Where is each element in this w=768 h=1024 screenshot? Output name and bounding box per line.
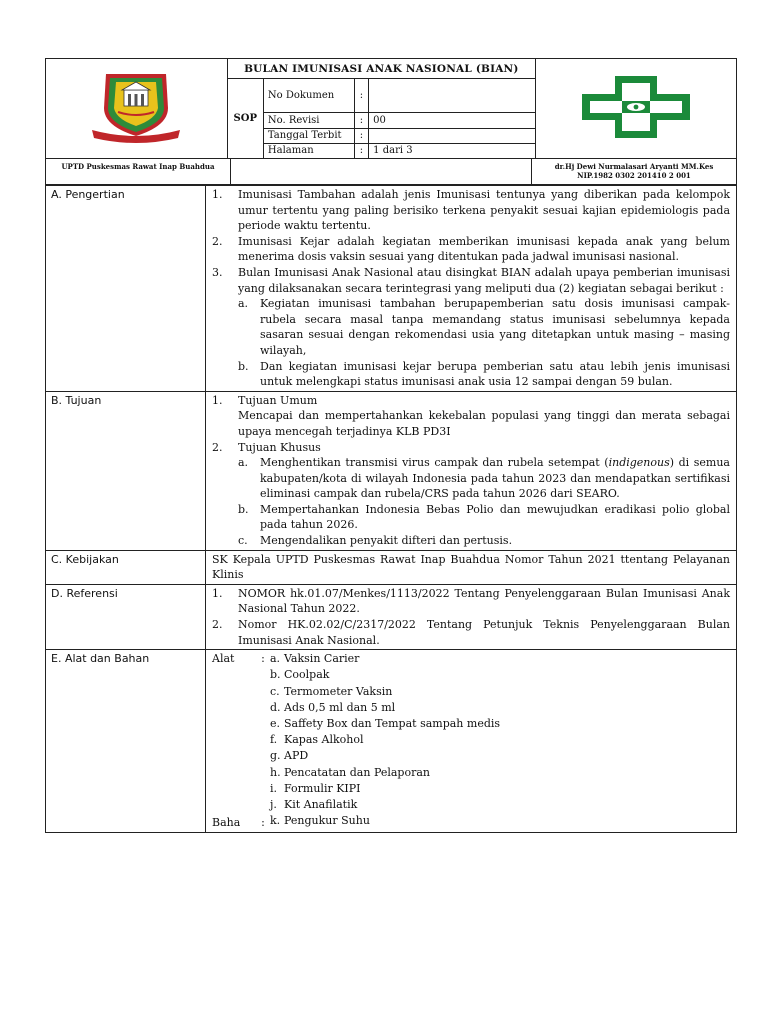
section-referensi: [46, 584, 737, 649]
tool-name: Vaksin Carier: [284, 652, 360, 666]
sub-item-text: Mengendalikan penyakit difteri dan pertusis.: [260, 534, 513, 548]
tool-letter: e.: [270, 717, 281, 731]
sub-list-item: [238, 296, 730, 358]
meta-label-no-revisi: No. Revisi: [263, 113, 354, 128]
tool-letter: d.: [270, 700, 281, 714]
item-number: 2.: [212, 440, 223, 454]
tool-letter: h.: [270, 765, 281, 779]
tool-name: Formulir KIPI: [284, 781, 361, 795]
document-title: BULAN IMUNISASI ANAK NASIONAL (BIAN): [227, 59, 535, 79]
list-item: [212, 265, 730, 296]
meta-value-tanggal-terbit: [369, 128, 536, 143]
sub-item-text: [260, 455, 730, 502]
tool-name: Ads 0,5 ml dan 5 ml: [284, 700, 396, 714]
meta-value-no-dokumen: [369, 79, 536, 113]
sub-item-letter: a.: [238, 456, 249, 470]
sop-label: SOP: [227, 79, 263, 159]
signer-name: dr.Hj Dewi Nurmalasari Aryanti MM.Kes: [554, 162, 714, 171]
list-item: [212, 617, 730, 648]
item-number: 2.: [212, 618, 223, 632]
item-body: Mencapai dan mempertahankan kekebalan populasi yang tinggi dan merata sebagai upaya mencegah terjadinya KLB PD3I: [238, 409, 730, 438]
sub-item-text: Mempertahankan Indonesia Bebas Polio dan mewujudkan eradikasi polio global pada tahun 2026.: [260, 502, 730, 532]
bahan-label: Baha: [212, 816, 241, 830]
section-content: [206, 391, 737, 550]
list-item: [212, 440, 730, 456]
section-label: D. Referensi: [46, 584, 206, 649]
sub-item-letter: b.: [238, 502, 249, 516]
meta-colon: :: [354, 143, 368, 158]
section-kebijakan: [46, 550, 737, 584]
sub-item-letter: a.: [238, 297, 249, 311]
signer-block: [531, 159, 736, 184]
alat-colon: :: [261, 652, 265, 666]
item-text: Imunisasi Tambahan adalah jenis Imunisasi tentunya yang diberikan pada kelompok umur tertentu yang paling berisiko terkena penyakit sesuai kajian epidemiologis pada periode waktu tertentu.: [238, 188, 730, 233]
sub-list-item: [238, 359, 730, 390]
organization-name: UPTD Puskesmas Rawat Inap Buahdua: [46, 159, 231, 184]
regency-emblem-icon: [84, 68, 188, 146]
sub-item-letter: b.: [238, 359, 249, 373]
sop-body-table: [45, 185, 737, 833]
puskesmas-logo-cell: [536, 59, 737, 159]
tool-letter: c.: [270, 684, 280, 698]
tool-letter: b.: [270, 668, 281, 682]
meta-label-tanggal-terbit: Tanggal Terbit: [263, 128, 354, 143]
sub-item-text: Dan kegiatan imunisasi kejar berupa pemberian satu atau lebih jenis imunisasi untuk melengkapi status imunisasi anak usia 12 sampai dengan 59 bulan.: [260, 359, 730, 389]
section-alat-bahan: [46, 650, 737, 833]
italic-term: indigenous: [608, 456, 670, 470]
list-item: [212, 187, 730, 234]
list-item: [212, 586, 730, 617]
health-cross-icon: [580, 74, 692, 140]
signer-nip: NIP.1982 0302 201410 2 001: [577, 171, 691, 180]
sub-list: [238, 296, 730, 390]
item-number: 1.: [212, 188, 223, 201]
tool-name: Coolpak: [284, 668, 330, 682]
tool-letter: k.: [270, 814, 281, 828]
tool-name: Kapas Alkohol: [284, 733, 364, 747]
bahan-colon: :: [261, 816, 265, 830]
item-number: 2.: [212, 234, 223, 248]
item-number: 3.: [212, 265, 223, 279]
item-text: NOMOR hk.01.07/Menkes/1113/2022 Tentang Penyelenggaraan Bulan Imunisasi Anak Nasional Tahun 2022.: [238, 586, 730, 616]
section-content: [206, 650, 737, 833]
tools-list: [212, 651, 730, 831]
text-run: Menghentikan transmisi virus campak dan rubela setempat (: [260, 456, 609, 470]
sub-list: [238, 455, 730, 549]
section-content: [206, 186, 737, 392]
section-content: SK Kepala UPTD Puskesmas Rawat Inap Buahdua Nomor Tahun 2021 ttentang Pelayanan Klinis: [206, 550, 737, 584]
list-item: [212, 393, 730, 409]
tool-name: Termometer Vaksin: [284, 684, 393, 698]
meta-colon: :: [354, 128, 368, 143]
sub-list-item: [238, 455, 730, 502]
tool-name: Pencatatan dan Pelaporan: [284, 765, 430, 779]
sub-list-item: [238, 502, 730, 533]
item-text: Imunisasi Kejar adalah kegiatan memberikan imunisasi kepada anak yang belum menerima dosis vaksin sesuai yang ditentukan pada jadwal imunisasi nasional.: [238, 234, 730, 264]
sub-list-item: [238, 533, 730, 549]
tool-letter: a.: [270, 652, 281, 666]
meta-value-no-revisi: 00: [369, 113, 536, 128]
logo-motto: insun medal: [148, 184, 193, 193]
section-content: [206, 584, 737, 649]
tool-name: Kit Anafilatik: [284, 798, 358, 812]
item-title: Tujuan Umum: [238, 393, 318, 407]
header-signature-row: [45, 159, 737, 185]
sub-item-letter: c.: [238, 534, 248, 548]
section-label: E. Alat dan Bahan: [46, 650, 206, 833]
tool-letter: f.: [270, 733, 278, 747]
item-title: Tujuan Khusus: [238, 440, 321, 454]
meta-label-no-dokumen: No Dokumen: [263, 79, 354, 113]
meta-value-halaman: 1 dari 3: [369, 143, 536, 158]
tool-letter: i.: [270, 781, 278, 795]
meta-colon: :: [354, 113, 368, 128]
item-number: 1.: [212, 393, 223, 407]
item-text: Bulan Imunisasi Anak Nasional atau disingkat BIAN adalah upaya pemberian imunisasi yang dilaksanakan secara terintegrasi yang meliputi dua (2) kegiatan sebagai berikut :: [238, 265, 730, 295]
text-run: ) di semua kabupaten/kota di wilayah Indonesia pada tahun 2023 dan mendapatkan sertifikasi eliminasi campak dan rubela/CRS pada tahun 2026 dari SEARO.: [260, 456, 730, 501]
section-tujuan: [46, 391, 737, 550]
section-label: A. Pengertian: [46, 186, 206, 392]
item-number: 1.: [212, 586, 223, 600]
section-pengertian: [46, 186, 737, 392]
section-label: C. Kebijakan: [46, 550, 206, 584]
meta-colon: :: [354, 79, 368, 113]
list-item: [212, 234, 730, 265]
tool-name: Pengukur Suhu: [284, 814, 370, 828]
tool-letter: g.: [270, 749, 281, 763]
section-label: B. Tujuan: [46, 391, 206, 550]
tool-name: Saffety Box dan Tempat sampah medis: [284, 717, 501, 731]
sub-item-text: Kegiatan imunisasi tambahan berupapemberian satu dosis imunisasi campak-rubela secara masal tanpa memandang status imunisasi sebelumnya kepada sasaran sesuai dengan rekomendasi usia yang ditetapkan untuk masing – masing wilayah,: [260, 297, 730, 357]
meta-label-halaman: Halaman: [263, 143, 354, 158]
tool-name: APD: [284, 749, 309, 763]
item-text: Nomor HK.02.02/C/2317/2022 Tentang Petunjuk Teknis Penyelenggaraan Bulan Imunisasi Anak Nasional.: [238, 618, 730, 647]
alat-label: Alat: [212, 652, 235, 666]
tool-letter: j.: [270, 798, 277, 812]
